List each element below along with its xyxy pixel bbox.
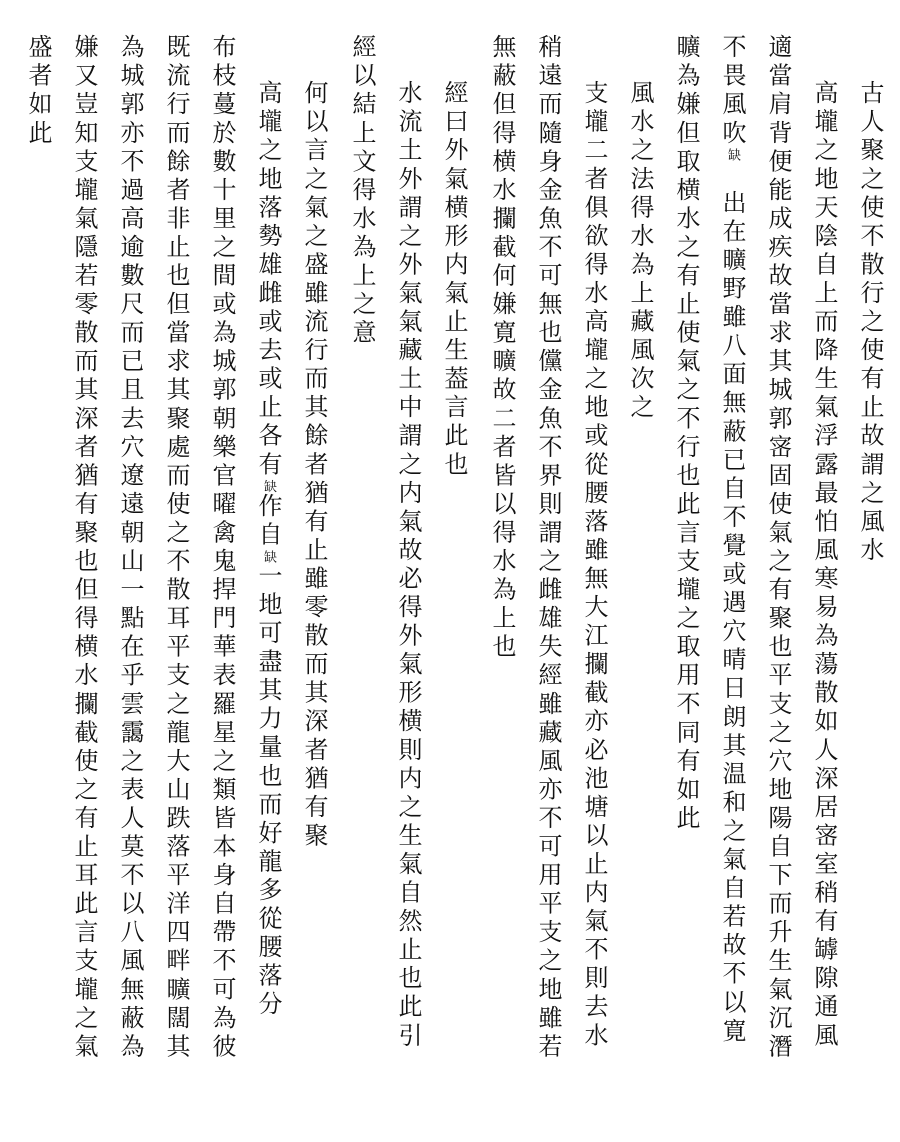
column-text: 何以言之氣之盛雖流行而其餘者猶有止雖零散而其深者猶有聚 bbox=[300, 80, 328, 851]
text-column-6 bbox=[623, 0, 657, 1142]
text-column-9 bbox=[485, 0, 519, 1096]
missing-char-note: 缺 bbox=[725, 148, 740, 162]
text-column-2 bbox=[807, 0, 841, 1142]
column-text: 盛者如此 bbox=[24, 34, 52, 149]
column-text: 適當肩背便能成疾故當求其城郭宻固使氣之有聚也平支之穴地陽自下而升生氣沉潛 bbox=[764, 34, 792, 1062]
text-column-18 bbox=[67, 0, 101, 1096]
column-text: 風水之法得水為上藏風次之 bbox=[626, 80, 654, 423]
text-column-7 bbox=[577, 0, 611, 1142]
text-column-5 bbox=[669, 0, 703, 1096]
text-column-12 bbox=[345, 0, 379, 1096]
text-column-19 bbox=[21, 0, 55, 1096]
text-column-8 bbox=[531, 0, 565, 1096]
column-text: 布枝蔓於數十里之間或為城郭朝樂官曜禽鬼捍門華表羅星之類皆本身自帶不可為彼 bbox=[208, 34, 236, 1062]
column-text: 無蔽但得横水攔截何嫌寛曠故二者皆以得水為上也 bbox=[488, 34, 516, 663]
column-text: 高壠之地落勢雄雌或去或止各有 bbox=[254, 80, 282, 480]
column-text: 古人聚之使不散行之使有止故謂之風水 bbox=[856, 80, 884, 566]
column-text: 經以結上文得水為上之意 bbox=[348, 34, 376, 349]
column-text: 為城郭亦不過高逾數尺而已且去穴遼遠朝山一點在乎雲靄之表人莫不以八風無蔽為 bbox=[116, 34, 144, 1062]
column-text: 嫌又豈知支壠氣隱若零散而其深者猶有聚也但得横水攔截使之有止耳此言支壠之氣 bbox=[70, 34, 98, 1062]
column-text: 不畏風吹 bbox=[718, 34, 746, 149]
column-text: 曠為嫌但取横水之有止使氣之不行也此言支壠之取用不同有如此 bbox=[672, 34, 700, 834]
text-column-14 bbox=[251, 0, 285, 1142]
text-column-4 bbox=[715, 0, 749, 1096]
text-column-16 bbox=[159, 0, 193, 1096]
text-column-10 bbox=[437, 0, 471, 1142]
column-text: 一地可盡其力量也而好龍多從腰落分 bbox=[254, 562, 282, 1020]
column-text: 支壠二者俱欲得水高壠之地或從腰落雖無大江攔截亦必池塘以止内氣不則去水 bbox=[580, 80, 608, 1051]
column-text: 高壠之地天陰自上而降生氣浮露最怕風寒易為蕩散如人深居宻室稍有罅隙通風 bbox=[810, 80, 838, 1051]
column-text: 稍遠而隨身金魚不可無也儻金魚不界則謂之雌雄失經雖藏風亦不可用平支之地雖若 bbox=[534, 34, 562, 1062]
text-column-11 bbox=[391, 0, 425, 1142]
missing-char-note: 缺 bbox=[261, 549, 276, 563]
missing-char-note: 缺 bbox=[261, 479, 276, 493]
text-column-1 bbox=[853, 0, 887, 1142]
text-column-13 bbox=[297, 0, 331, 1142]
text-column-15 bbox=[205, 0, 239, 1096]
column-text: 作自 bbox=[254, 492, 282, 550]
text-column-3 bbox=[761, 0, 795, 1096]
column-text: 出在曠野雖八面無蔽已自不覺或遇穴晴日朗其温和之氣自若故不以寛 bbox=[718, 161, 746, 1047]
text-column-17 bbox=[113, 0, 147, 1096]
column-text: 既流行而餘者非止也但當求其聚處而使之不散耳平支之龍大山跌落平洋四畔曠闊其 bbox=[162, 34, 190, 1062]
column-text: 經曰外氣横形内氣止生葢言此也 bbox=[440, 80, 468, 480]
column-text: 水流土外謂之外氣氣藏土中謂之内氣故必得外氣形横則内之生氣自然止也此引 bbox=[394, 80, 422, 1051]
